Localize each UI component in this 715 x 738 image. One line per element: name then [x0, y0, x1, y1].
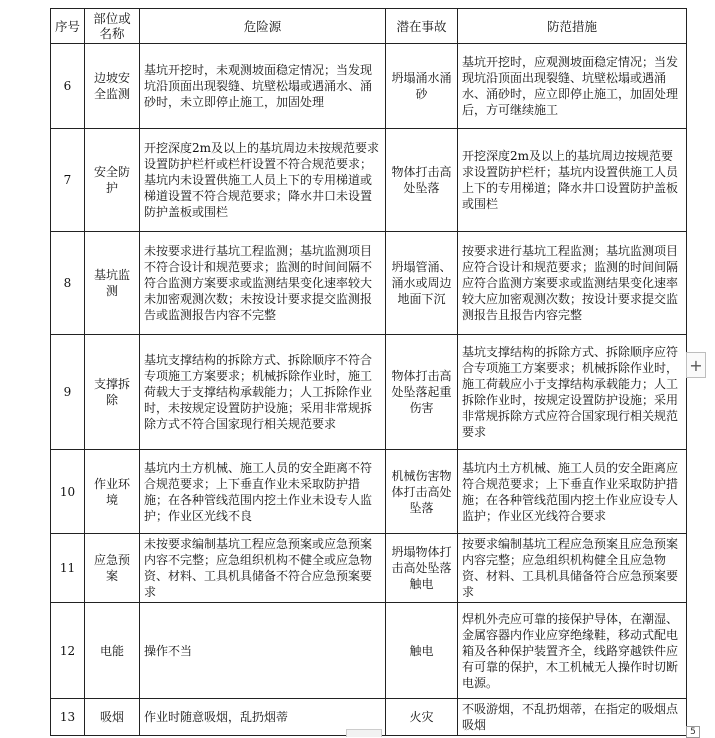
- table-header-row: [51, 9, 687, 44]
- table-row: [51, 603, 687, 699]
- table-row: [51, 450, 687, 534]
- cell-part: 电能: [85, 603, 140, 699]
- cell-accident: 坍塌物体打击高处坠落触电: [386, 534, 458, 603]
- cell-measures: 不吸游烟，不乱扔烟蒂，在指定的吸烟点吸烟: [458, 699, 687, 736]
- cell-source: 作业时随意吸烟，乱扔烟蒂: [140, 699, 386, 736]
- cell-source: 开挖深度2m及以上的基坑周边未按规范要求设置防护栏杆或栏杆设置不符合规范要求；基坑内未设置供施工人员上下的专用梯道或梯道设置不符合规范要求；降水井口未设置防护盖板或围栏: [140, 129, 386, 232]
- cell-part: 基坑监测: [85, 232, 140, 335]
- cell-num: 6: [51, 44, 85, 129]
- table-row: [51, 44, 687, 129]
- header-accident: 潜在事故: [386, 9, 458, 44]
- cell-measures: 按要求进行基坑工程监测；基坑监测项目应符合设计和规范要求；监测的时间间隔应符合监测方案要求或监测结果变化速率较大应加密观测次数；按设计要求提交监测报告且报告内容完整: [458, 232, 687, 335]
- table-row: [51, 534, 687, 603]
- cell-accident: 物体打击高处坠落: [386, 129, 458, 232]
- cell-part: 应急预案: [85, 534, 140, 603]
- cell-num: 10: [51, 450, 85, 534]
- cell-part: 边坡安全监测: [85, 44, 140, 129]
- table-row: [51, 335, 687, 450]
- header-part: 部位或名称: [85, 9, 140, 44]
- cell-num: 12: [51, 603, 85, 699]
- cell-source: 基坑支撑结构的拆除方式、拆除顺序不符合专项施工方案要求；机械拆除作业时，施工荷载大于支撑结构承载能力；人工拆除作业时，未按规定设置防护设施；采用非常规拆除方式不符合国家现行相关规范要求: [140, 335, 386, 450]
- cell-part: 作业环境: [85, 450, 140, 534]
- cell-num: 7: [51, 129, 85, 232]
- cell-accident: 坍塌涌水涌砂: [386, 44, 458, 129]
- cell-measures: 按要求编制基坑工程应急预案且应急预案内容完整；应急组织机构健全且应急物资、材料、工具机具储备符合应急预案要求: [458, 534, 687, 603]
- cell-accident: 触电: [386, 603, 458, 699]
- cell-source: 未按要求编制基坑工程应急预案或应急预案内容不完整；应急组织机构不健全或应急物资、材料、工具机具储备不符合应急预案要求: [140, 534, 386, 603]
- cell-measures: 基坑支撑结构的拆除方式、拆除顺序应符合专项施工方案要求；机械拆除作业时，施工荷载应小于支撑结构承载能力；人工拆除作业时，按规定设置防护设施；采用非常规拆除方式应符合国家现行相关规范要求: [458, 335, 687, 450]
- cell-part: 安全防护: [85, 129, 140, 232]
- cell-accident: 物体打击高处坠落起重伤害: [386, 335, 458, 450]
- header-num: 序号: [51, 9, 85, 44]
- cell-part: 吸烟: [85, 699, 140, 736]
- table-row: [51, 129, 687, 232]
- cell-part: 支撑拆除: [85, 335, 140, 450]
- cell-source: 操作不当: [140, 603, 386, 699]
- header-measures: 防范措施: [458, 9, 687, 44]
- cell-accident: 火灾: [386, 699, 458, 736]
- cell-measures: 基坑内土方机械、施工人员的安全距离应符合规范要求；上下垂直作业采取防护措施；在各种管线范围内挖土作业应设专人监护；作业区光线符合要求: [458, 450, 687, 534]
- add-button[interactable]: +: [686, 352, 706, 378]
- cell-num: 11: [51, 534, 85, 603]
- cell-num: 9: [51, 335, 85, 450]
- cell-source: 基坑开挖时，未观测坡面稳定情况；当发现坑沿顶面出现裂缝、坑壁松塌或遇涌水、涌砂时，未立即停止施工，加固处理: [140, 44, 386, 129]
- cell-measures: 焊机外壳应可靠的接保护导体，在潮湿、金属容器内作业应穿绝缘鞋，移动式配电箱及各种保护装置齐全，线路穿越铁件应有可靠的保护，木工机械无人操作时切断电源。: [458, 603, 687, 699]
- header-source: 危险源: [140, 9, 386, 44]
- cell-num: 8: [51, 232, 85, 335]
- cell-accident: 坍塌管涌、涌水或周边地面下沉: [386, 232, 458, 335]
- hazard-table: [50, 8, 687, 736]
- cell-num: 13: [51, 699, 85, 736]
- cell-measures: 开挖深度2m及以上的基坑周边按规范要求设置防护栏杆；基坑内设置供施工人员上下的专用梯道；降水井口设置防护盖板或围栏: [458, 129, 687, 232]
- cell-source: 基坑内土方机械、施工人员的安全距离不符合规范要求；上下垂直作业未采取防护措施；在各种管线范围内挖土作业未设专人监护；作业区光线不良: [140, 450, 386, 534]
- cell-measures: 基坑开挖时，应观测坡面稳定情况；当发现坑沿顶面出现裂缝、坑壁松塌或遇涌水、涌砂时，应立即停止施工，加固处理后，方可继续施工: [458, 44, 687, 129]
- cell-source: 未按要求进行基坑工程监测；基坑监测项目不符合设计和规范要求；监测的时间间隔不符合监测方案要求或监测结果变化速率较大未加密观测次数；未按设计要求提交监测报告或监测报告内容不完整: [140, 232, 386, 335]
- cell-accident: 机械伤害物体打击高处坠落: [386, 450, 458, 534]
- page-number: 5: [686, 726, 700, 738]
- table-row: [51, 232, 687, 335]
